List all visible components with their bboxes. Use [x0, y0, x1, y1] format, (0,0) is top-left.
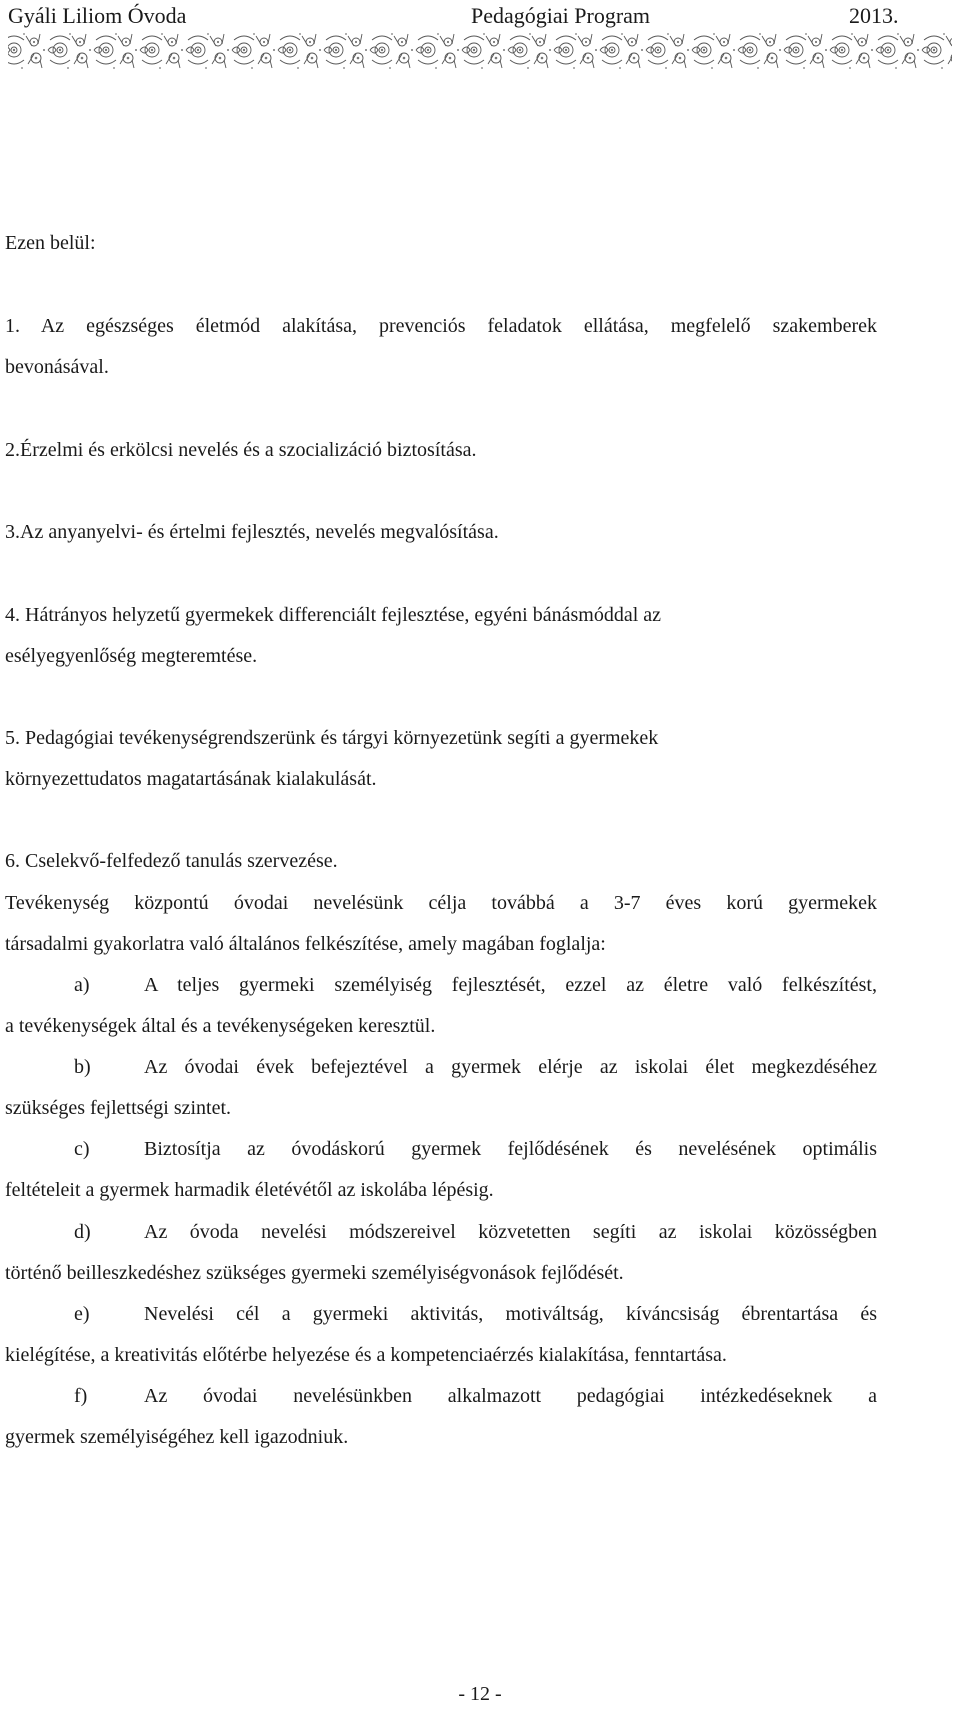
- header-document-title: Pedagógiai Program: [471, 3, 651, 28]
- subitem-e-line-2: kielégítése, a kreativitás előtérbe helyezése és a kompetenciaérzés kialakítása, fenntartása.: [5, 1344, 727, 1366]
- subitem-d-line-2: történő beilleszkedéshez szükséges gyermeki személyiségvonások fejlődését.: [5, 1262, 624, 1284]
- subitem-b-text: Az óvodai évek befejeztével a gyermek elérje az iskolai élet megkezdéséhez: [144, 1056, 877, 1078]
- page-number: - 12 -: [458, 1683, 502, 1705]
- subitem-e-text: Nevelési cél a gyermeki aktivitás, motiváltság, kíváncsiság ébrentartása és: [144, 1303, 877, 1325]
- paragraph-line-1: Tevékenység központú óvodai nevelésünk célja továbbá a 3-7 éves korú gyermekek: [5, 892, 877, 914]
- list-item-5-line-1: 5. Pedagógiai tevékenységrendszerünk és tárgyi környezetünk segíti a gyermekek: [5, 727, 659, 749]
- subitem-e-label: e): [74, 1303, 90, 1325]
- subitem-c-line-2: feltételeit a gyermek harmadik életévétől az iskolába lépésig.: [5, 1179, 494, 1201]
- subitem-a-line-2: a tevékenységek által és a tevékenységeken keresztül.: [5, 1015, 436, 1037]
- subitem-f-text: Az óvodai nevelésünkben alkalmazott pedagógiai intézkedéseknek a: [144, 1385, 877, 1407]
- paragraph-line-2: társadalmi gyakorlatra való általános felkészítése, amely magában foglalja:: [5, 933, 606, 955]
- list-item-1-line-2: bevonásával.: [5, 356, 109, 378]
- header-year: 2013.: [849, 3, 899, 28]
- list-item-4-line-1: 4. Hátrányos helyzetű gyermekek differenciált fejlesztése, egyéni bánásmóddal az: [5, 604, 662, 626]
- subitem-f-label: f): [74, 1385, 88, 1407]
- subitem-c-label: c): [74, 1138, 90, 1160]
- header-institution: Gyáli Liliom Óvoda: [8, 3, 187, 28]
- subitem-c-text: Biztosítja az óvodáskorú gyermek fejlődésének és nevelésének optimális: [144, 1138, 877, 1160]
- list-item-1-line-1: 1. Az egészséges életmód alakítása, prevenciós feladatok ellátása, megfelelő szakemberek: [5, 315, 877, 337]
- subitem-f-line-2: gyermek személyiségéhez kell igazodniuk.: [5, 1426, 349, 1448]
- list-item-3: 3.Az anyanyelvi- és értelmi fejlesztés, nevelés megvalósítása.: [5, 521, 499, 543]
- decorative-border-ornament: [0, 30, 960, 72]
- intro-text: Ezen belül:: [5, 232, 96, 254]
- subitem-d-label: d): [74, 1221, 91, 1243]
- subitem-a-label: a): [74, 974, 90, 996]
- list-item-6: 6. Cselekvő-felfedező tanulás szervezése.: [5, 850, 338, 872]
- subitem-d-text: Az óvoda nevelési módszereivel közvetetten segíti az iskolai közösségben: [144, 1221, 877, 1243]
- list-item-5-line-2: környezettudatos magatartásának kialakulását.: [5, 768, 377, 790]
- list-item-4-line-2: esélyegyenlőség megteremtése.: [5, 645, 258, 667]
- subitem-a-text: A teljes gyermeki személyiség fejlesztését, ezzel az életre való felkészítést,: [144, 974, 877, 996]
- subitem-b-label: b): [74, 1056, 91, 1078]
- list-item-2: 2.Érzelmi és erkölcsi nevelés és a szocializáció biztosítása.: [5, 439, 477, 461]
- subitem-b-line-2: szükséges fejlettségi szintet.: [5, 1097, 232, 1119]
